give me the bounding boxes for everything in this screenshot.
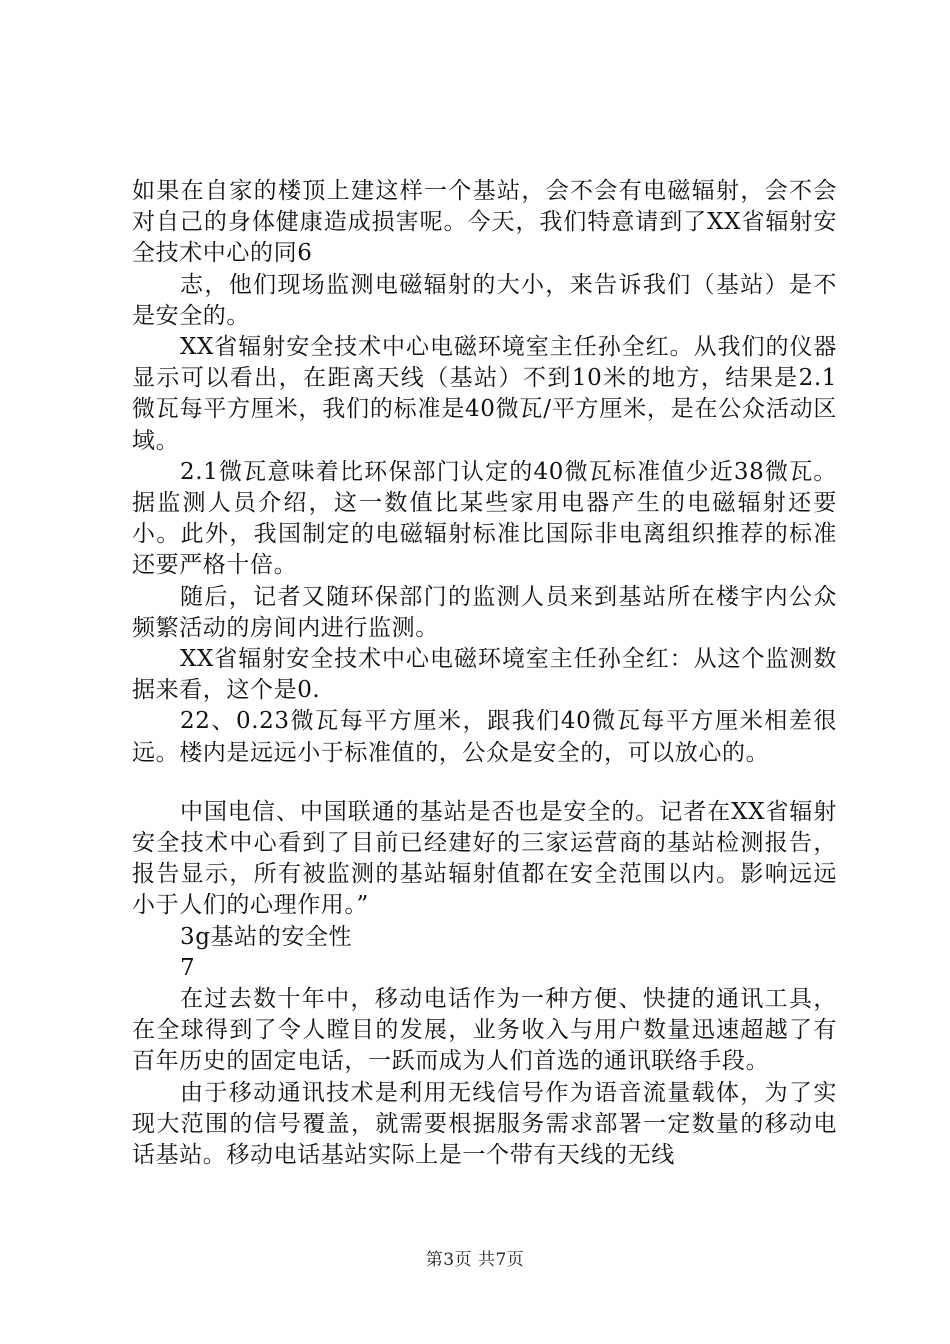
paragraph-9: 在过去数十年中，移动电话作为一种方便、快捷的通讯工具，在全球得到了令人瞠目的发展，业务收入与用户数量迅速超越了有百年历史的固定电话，一跃而成为人们首选的通讯联络手段。: [132, 986, 837, 1075]
paragraph-6: XX省辐射安全技术中心电磁环境室主任孙全红：从这个监测数据来看，这个是0.: [132, 646, 837, 704]
paragraph-8: 中国电信、中国联通的基站是否也是安全的。记者在XX省辐射安全技术中心看到了目前已经建好的三家运营商的基站检测报告，报告显示，所有被监测的基站辐射值都在安全范围以内。影响远远小于人们的心理作用。”: [132, 798, 837, 919]
paragraph-spacer: [132, 769, 837, 797]
paragraph-2: 志，他们现场监测电磁辐射的大小，来告诉我们（基站）是不是安全的。: [132, 271, 837, 329]
page-marker: 7: [180, 954, 196, 981]
document-body: [132, 176, 837, 1171]
paragraph-4: 2.1微瓦意味着比环保部门认定的40微瓦标准值少近38微瓦。据监测人员介绍，这一数值比某些家用电器产生的电磁辐射还要小。此外，我国制定的电磁辐射标准比国际非电离组织推荐的标准还要严格十倍。: [132, 458, 837, 579]
paragraph-3: XX省辐射安全技术中心电磁环境室主任孙全红。从我们的仪器显示可以看出，在距离天线（基站）不到10米的地方，结果是2.1微瓦每平方厘米，我们的标准是40微瓦/平方厘米，是在公众活动区域。: [132, 334, 837, 454]
paragraph-7: 22、0.23微瓦每平方厘米，跟我们40微瓦每平方厘米相差很远。楼内是远远小于标准值的，公众是安全的，可以放心的。: [132, 708, 837, 766]
paragraph-10: 由于移动通讯技术是利用无线信号作为语音流量载体，为了实现大范围的信号覆盖，就需要根据服务需求部署一定数量的移动电话基站。移动电话基站实际上是一个带有天线的无线: [132, 1079, 837, 1169]
page-footer: 第3页 共7页: [425, 1250, 525, 1270]
section-heading: 3g基站的安全性: [180, 923, 353, 950]
paragraph-1: 如果在自家的楼顶上建这样一个基站，会不会有电磁辐射，会不会对自己的身体健康造成损害呢。今天，我们特意请到了XX省辐射安全技术中心的同6: [132, 178, 837, 267]
paragraph-5: 随后，记者又随环保部门的监测人员来到基站所在楼宇内公众频繁活动的房间内进行监测。: [132, 583, 837, 641]
